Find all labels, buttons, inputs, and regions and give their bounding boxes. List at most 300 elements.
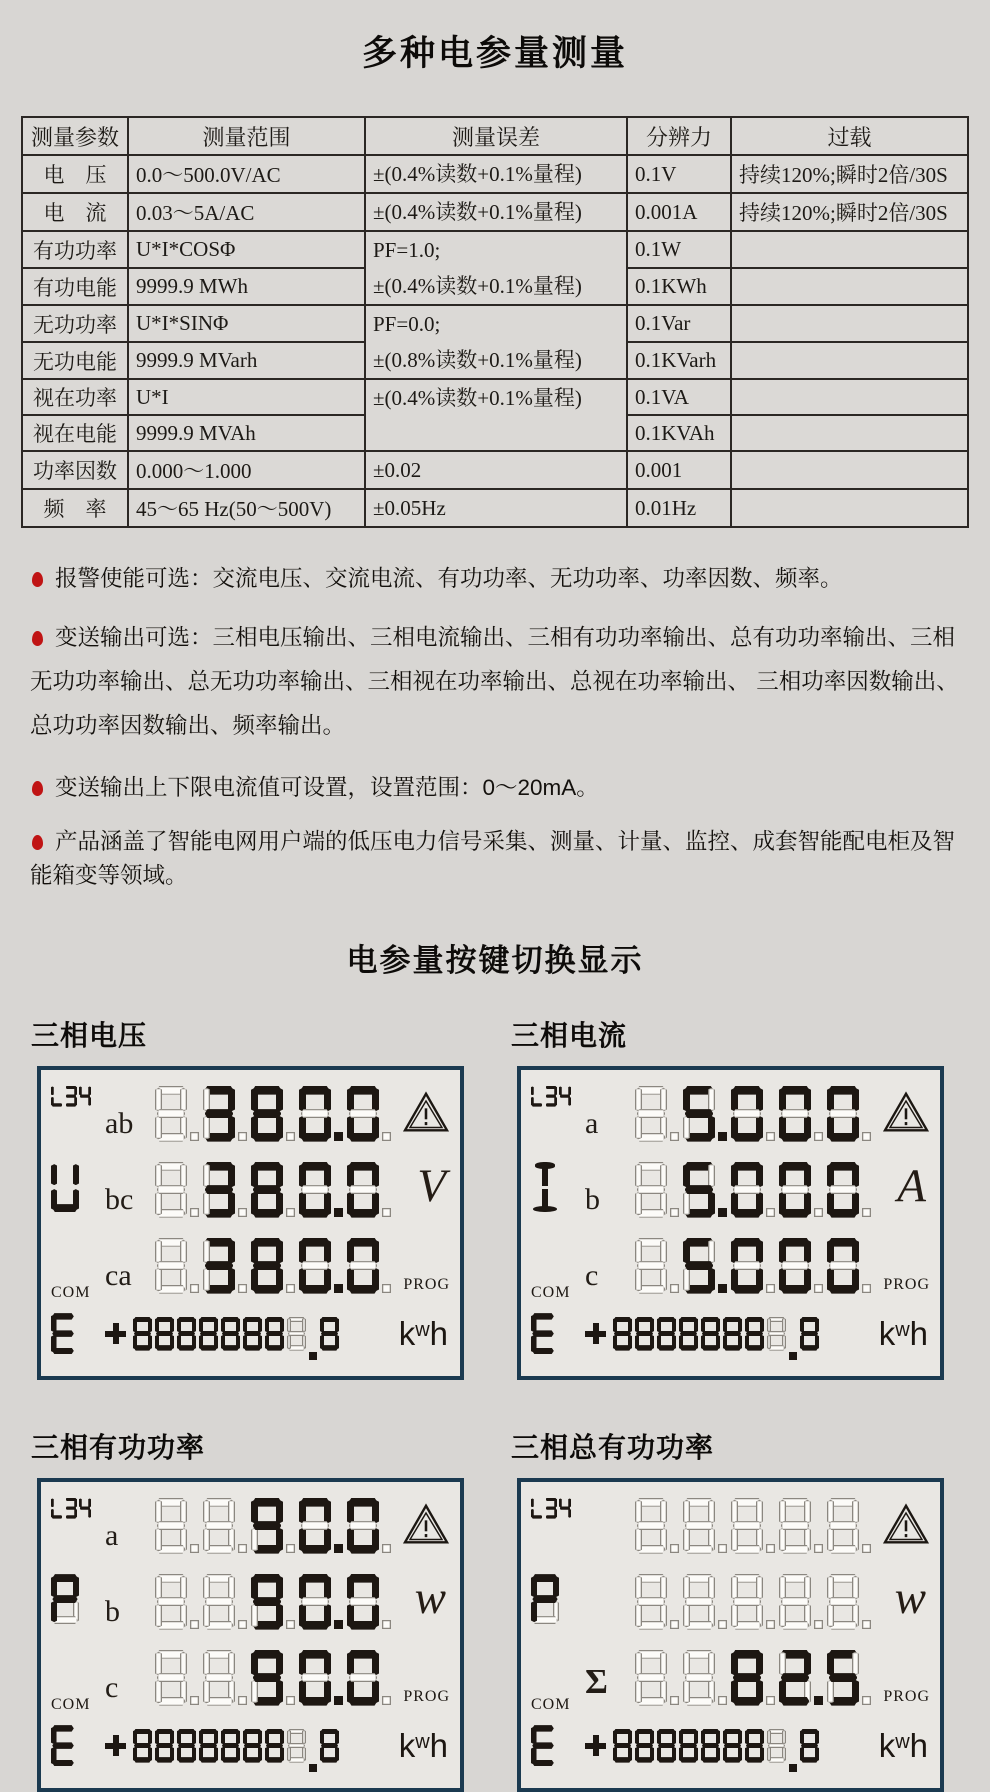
segment [276,1088,283,1112]
lcd-row [51,1152,450,1228]
prog-label: PROG [883,1275,930,1293]
segment [205,1597,234,1606]
segment [731,1088,738,1112]
cell-resolution: 0.1V [627,155,731,193]
segment [635,1500,642,1524]
digit-cell [827,1162,871,1218]
segment [554,1086,557,1095]
lcd-digit [779,1086,811,1142]
decimal-point [286,1620,295,1629]
segment [716,1730,720,1744]
lcd-digits [155,1650,395,1706]
lcd-digit [827,1574,859,1630]
segment [205,1261,234,1270]
segment [738,1318,742,1332]
lcd-digit [731,1574,763,1630]
segment [299,1604,306,1628]
lcd-digits [635,1650,875,1706]
segment [148,1730,152,1744]
energy-digit [657,1729,676,1763]
segment [347,1116,354,1140]
segment [733,1521,762,1530]
energy-row [51,1308,450,1360]
segment [531,1086,534,1095]
decimal-point [814,1696,823,1705]
symbol-I [531,1162,559,1212]
segment [253,1261,282,1270]
segment [177,1747,181,1761]
segment [228,1240,235,1264]
energy-digit [679,1317,698,1351]
segment [767,1730,771,1744]
digit-cell [731,1162,775,1218]
kwh-unit [879,1315,930,1353]
segment [724,1743,741,1748]
plus-sign [105,1735,126,1756]
segment [192,1730,196,1744]
lcd-digit [635,1086,667,1142]
panel-title: 三相电压 [31,1019,148,1051]
energy-digit [701,1317,720,1351]
cell-overload [731,489,968,527]
cell-resolution: 0.001 [627,451,731,489]
segment [180,1576,187,1600]
lcd-digit [251,1574,283,1630]
segment [324,1164,331,1188]
phase-label: bc [105,1182,134,1216]
cell-resolution: 0.1KWh [627,268,731,305]
parameter-symbol [531,1574,559,1629]
lcd-digit [299,1238,331,1294]
lcd-row [51,1076,450,1152]
lcd-digit [731,1650,763,1706]
energy-row [51,1720,450,1772]
segment [320,1747,324,1761]
segment [372,1652,379,1676]
phase-label [585,1592,635,1612]
energy-symbol-slot [531,1308,585,1360]
segment [779,1088,786,1112]
lcd-row [51,1488,450,1564]
cell-error [365,451,627,489]
segment [531,1315,537,1332]
segment [531,1576,537,1597]
cell-range: 0.03～5A/AC [128,193,365,231]
decimal-point [190,1696,199,1705]
segment [568,1509,571,1518]
segment [829,1109,858,1118]
segment [660,1088,667,1112]
energy-symbol-slot [51,1720,105,1772]
digit-cell [299,1498,343,1554]
segment [829,1521,858,1530]
segment [178,1331,195,1336]
cell-range: U*I*SINΦ [128,305,365,342]
segment [155,1747,159,1761]
cell-param: 电 流 [22,193,128,231]
decimal-point [238,1208,247,1217]
digit-cell [635,1650,679,1706]
energy-digit [800,1317,819,1351]
segment [683,1528,690,1552]
segment [746,1331,763,1336]
lcd-panel [31,1426,468,1792]
segment [685,1673,714,1682]
com-label: COM [531,1695,571,1713]
cell-range: 0.0～500.0V/AC [128,155,365,193]
segment [299,1088,306,1112]
segment [302,1318,306,1332]
segment [852,1500,859,1524]
lcd-digit [683,1574,715,1630]
decimal-point [190,1208,199,1217]
segment [779,1192,786,1216]
decimal-point [766,1620,775,1629]
segment [155,1192,162,1216]
energy-symbol-slot [531,1720,585,1772]
segment [636,1331,653,1336]
segment [685,1597,714,1606]
segment [738,1730,742,1744]
energy-digit [635,1317,654,1351]
segment [349,1185,378,1194]
wiring-mode-indicator [531,1086,571,1107]
bullet-item [30,562,964,596]
segment [708,1652,715,1676]
segment [635,1164,642,1188]
decimal-point [190,1132,199,1141]
segment [301,1597,330,1606]
segment [635,1747,639,1761]
segment [251,1576,258,1600]
decimal-point [334,1132,343,1141]
segment [804,1652,811,1676]
lcd-digit [827,1498,859,1554]
lcd-left-slot [531,1228,585,1304]
lcd-left-slot [51,1076,105,1152]
segment [746,1743,763,1748]
lcd-left-slot [531,1076,585,1152]
segment [568,1097,571,1106]
energy-digit [133,1729,152,1763]
segment [244,1743,261,1748]
segment [637,1109,666,1118]
error-line: ±0.02 [373,458,422,482]
segment [852,1576,859,1600]
digit-cell [299,1650,343,1706]
digit-cell [683,1574,727,1630]
segment [88,1097,91,1106]
column-header: 分辨力 [627,117,731,155]
error-line: PF=1.0; [373,238,441,262]
decimal-point [382,1284,391,1293]
unit-w-sup: w [895,1318,910,1341]
digit-cell [251,1574,295,1630]
lcd-row [51,1228,450,1304]
segment [781,1109,810,1118]
cell-range: U*I [128,379,365,415]
bullet-text: 报警使能可选：交流电压、交流电流、有功功率、无功功率、功率因数、频率。 [55,566,843,591]
com-label: COM [531,1283,571,1301]
segment [155,1335,159,1349]
segment [321,1743,338,1748]
segment [66,1515,77,1518]
segment [80,1506,91,1509]
segment [299,1652,306,1676]
segment [349,1673,378,1682]
kwh-unit [879,1727,930,1765]
energy-digit [800,1729,819,1763]
segment [768,1743,785,1748]
segment [731,1164,738,1188]
digit-cell [779,1650,823,1706]
digit-cell [251,1238,295,1294]
cell-error [365,305,627,379]
segment [568,1498,571,1507]
segment [276,1576,283,1600]
segment [701,1335,705,1349]
segment [133,1730,137,1744]
error-line: ±(0.4%读数+0.1%量程) [373,200,582,224]
segment [253,1109,282,1118]
segment [52,1330,74,1337]
segment [347,1268,354,1292]
cell-param: 无功功率 [22,305,128,342]
segment [568,1086,571,1095]
segment [852,1240,859,1264]
table-row [22,231,968,268]
energy-digit [287,1729,306,1763]
decimal-point [670,1544,679,1553]
segment [723,1335,727,1349]
segment [635,1088,642,1112]
lcd-digit [347,1238,379,1294]
segment [251,1604,258,1628]
cell-overload [731,379,968,415]
decimal-point [334,1544,343,1553]
energy-symbol-slot [51,1308,105,1360]
segment [253,1521,282,1530]
cell-overload [731,305,968,342]
segment [613,1730,617,1744]
panel-title: 三相电流 [511,1019,628,1051]
segment [827,1240,834,1264]
segment [155,1164,162,1188]
wiring-mode-indicator [531,1498,571,1519]
decimal-point [190,1544,199,1553]
segment [88,1498,91,1507]
lcd-digit [299,1086,331,1142]
segment [251,1528,258,1552]
segment [546,1515,557,1518]
segment [532,1330,554,1337]
segment [827,1116,834,1140]
segment [180,1088,187,1112]
table-row [22,489,968,527]
symbol-E [51,1313,75,1354]
lcd-left-slot [531,1488,585,1564]
energy-digit [701,1729,720,1763]
cell-range: 9999.9 MVarh [128,342,365,379]
segment [51,1601,57,1622]
segment [683,1240,690,1264]
segment [733,1597,762,1606]
segment [531,1747,537,1764]
decimal-point [789,1352,797,1360]
lcd-digits [635,1238,875,1294]
segment [51,1727,57,1744]
segment [265,1335,269,1349]
segment [683,1604,690,1628]
digit-cell [155,1498,199,1554]
segment [804,1164,811,1188]
segment [51,1498,54,1507]
segment [804,1576,811,1600]
segment [657,1335,661,1349]
segment [66,1103,77,1106]
segment [203,1192,210,1216]
symbol-E [531,1313,555,1354]
page-title: 多种电参量测量 [361,34,628,73]
lcd-panel [31,1014,468,1380]
lcd-digit [779,1574,811,1630]
cell-error [365,379,627,451]
cell-resolution: 0.001A [627,193,731,231]
lcd-left-slot [531,1152,585,1228]
segment [287,1335,291,1349]
segment [73,1164,79,1185]
segment [683,1500,690,1524]
symbol-E [51,1725,75,1766]
wiring-mode-indicator [51,1086,91,1107]
decimal-point [718,1544,727,1553]
segment [157,1261,186,1270]
decimal-point [718,1284,727,1293]
segment [531,1097,534,1106]
segment [324,1240,331,1264]
segment [635,1192,642,1216]
segment [299,1268,306,1292]
segment [782,1730,786,1744]
digit-cell [731,1498,775,1554]
decimal-point [862,1208,871,1217]
lcd-left-slot [51,1228,105,1304]
energy-row [531,1308,930,1360]
lcd-screen [517,1478,944,1792]
decimal-point [670,1208,679,1217]
lcd-row [531,1564,930,1640]
error-line: ±(0.4%读数+0.1%量程) [373,162,582,186]
segment [203,1116,210,1140]
decimal-point [670,1132,679,1141]
segment [733,1109,762,1118]
segment [731,1116,738,1140]
segment [51,1315,57,1332]
segment [685,1185,714,1194]
digit-cell [827,1238,871,1294]
segment [157,1109,186,1118]
lcd-left-slot [51,1488,105,1564]
segment [560,1506,571,1509]
com-label: COM [51,1695,91,1713]
segment [779,1268,786,1292]
segment [779,1680,786,1704]
segment [613,1747,617,1761]
segment [635,1576,642,1600]
segment [347,1680,354,1704]
cell-param: 有功功率 [22,231,128,268]
segment [221,1318,225,1332]
decimal-point [309,1352,317,1360]
segment [155,1680,162,1704]
segment [560,1094,571,1097]
segment [199,1747,203,1761]
corner-char [79,1086,91,1107]
decimal-point [286,1284,295,1293]
phase-label: ab [105,1106,134,1140]
segment [251,1116,258,1140]
cell-error [365,193,627,231]
lcd-left-slot [51,1152,105,1228]
decimal-point [814,1284,823,1293]
segment [203,1088,210,1112]
cell-overload: 持续120%;瞬时2倍/30S [731,193,968,231]
segment [731,1268,738,1292]
warning-icon [402,1091,450,1133]
segment [251,1680,258,1704]
segment [324,1576,331,1600]
segment [320,1730,324,1744]
segment [781,1185,810,1194]
segment [660,1164,667,1188]
segment [335,1730,339,1744]
digit-cell [683,1650,727,1706]
cell-overload [731,342,968,379]
segment [827,1528,834,1552]
panel-title: 三相有功功率 [31,1431,206,1463]
lcd-digit [155,1650,187,1706]
segment [251,1164,258,1188]
segment [781,1673,810,1682]
segment [155,1116,162,1140]
digit-cell [347,1650,391,1706]
phase-label: b [105,1594,120,1628]
segment [52,1595,77,1603]
lcd-digit [347,1086,379,1142]
corner-char [559,1086,571,1107]
kwh-unit [399,1727,450,1765]
segment [51,1164,57,1185]
segment [222,1331,239,1336]
segment [228,1088,235,1112]
segment [180,1240,187,1264]
segment [779,1604,786,1628]
energy-digit [221,1729,240,1763]
lcd-digit [683,1086,715,1142]
plus-sign [585,1735,606,1756]
panel-title: 三相总有功功率 [511,1431,715,1463]
cell-param: 有功电能 [22,268,128,305]
column-header: 测量误差 [365,117,627,155]
decimal-point [190,1620,199,1629]
cell-resolution: 0.1VA [627,379,731,415]
segment [827,1500,834,1524]
segment [349,1261,378,1270]
segment [258,1318,262,1332]
segment [781,1521,810,1530]
segment [170,1318,174,1332]
bullet-item [30,771,964,805]
